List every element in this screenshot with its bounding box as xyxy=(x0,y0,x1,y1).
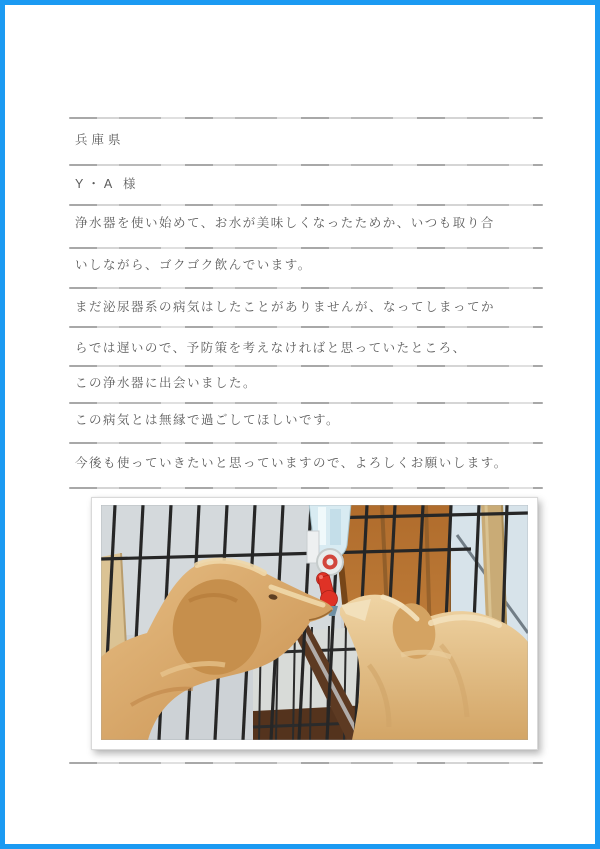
ruled-line xyxy=(69,487,543,489)
ruled-line xyxy=(69,326,543,328)
ruled-line xyxy=(69,247,543,249)
customer-name-label: Y・A 様 xyxy=(75,177,140,191)
testimonial-line: 今後も使っていきたいと思っていますので、よろしくお願いします。 xyxy=(75,456,508,470)
dogs-drinking-photo xyxy=(101,505,528,740)
testimonial-line: この病気とは無縁で過ごしてほしいです。 xyxy=(75,413,341,427)
testimonial-line: 浄水器を使い始めて、お水が美味しくなったためか、いつも取り合 xyxy=(75,216,495,230)
photo-frame xyxy=(91,497,538,750)
testimonial-line: らでは遅いので、予防策を考えなければと思っていたところ、 xyxy=(75,341,467,355)
ruled-line xyxy=(69,117,543,119)
testimonial-line: この浄水器に出会いました。 xyxy=(75,376,258,390)
ruled-line xyxy=(69,204,543,206)
prefecture-label: 兵庫県 xyxy=(75,133,125,147)
testimonial-line: いしながら、ゴクゴク飲んでいます。 xyxy=(75,258,312,272)
ruled-line xyxy=(69,762,543,764)
ruled-line xyxy=(69,287,543,289)
ruled-line xyxy=(69,365,543,367)
ruled-line xyxy=(69,442,543,444)
ruled-line xyxy=(69,164,543,166)
testimonial-line: まだ泌尿器系の病気はしたことがありませんが、なってしまってか xyxy=(75,300,496,314)
ruled-line xyxy=(69,402,543,404)
